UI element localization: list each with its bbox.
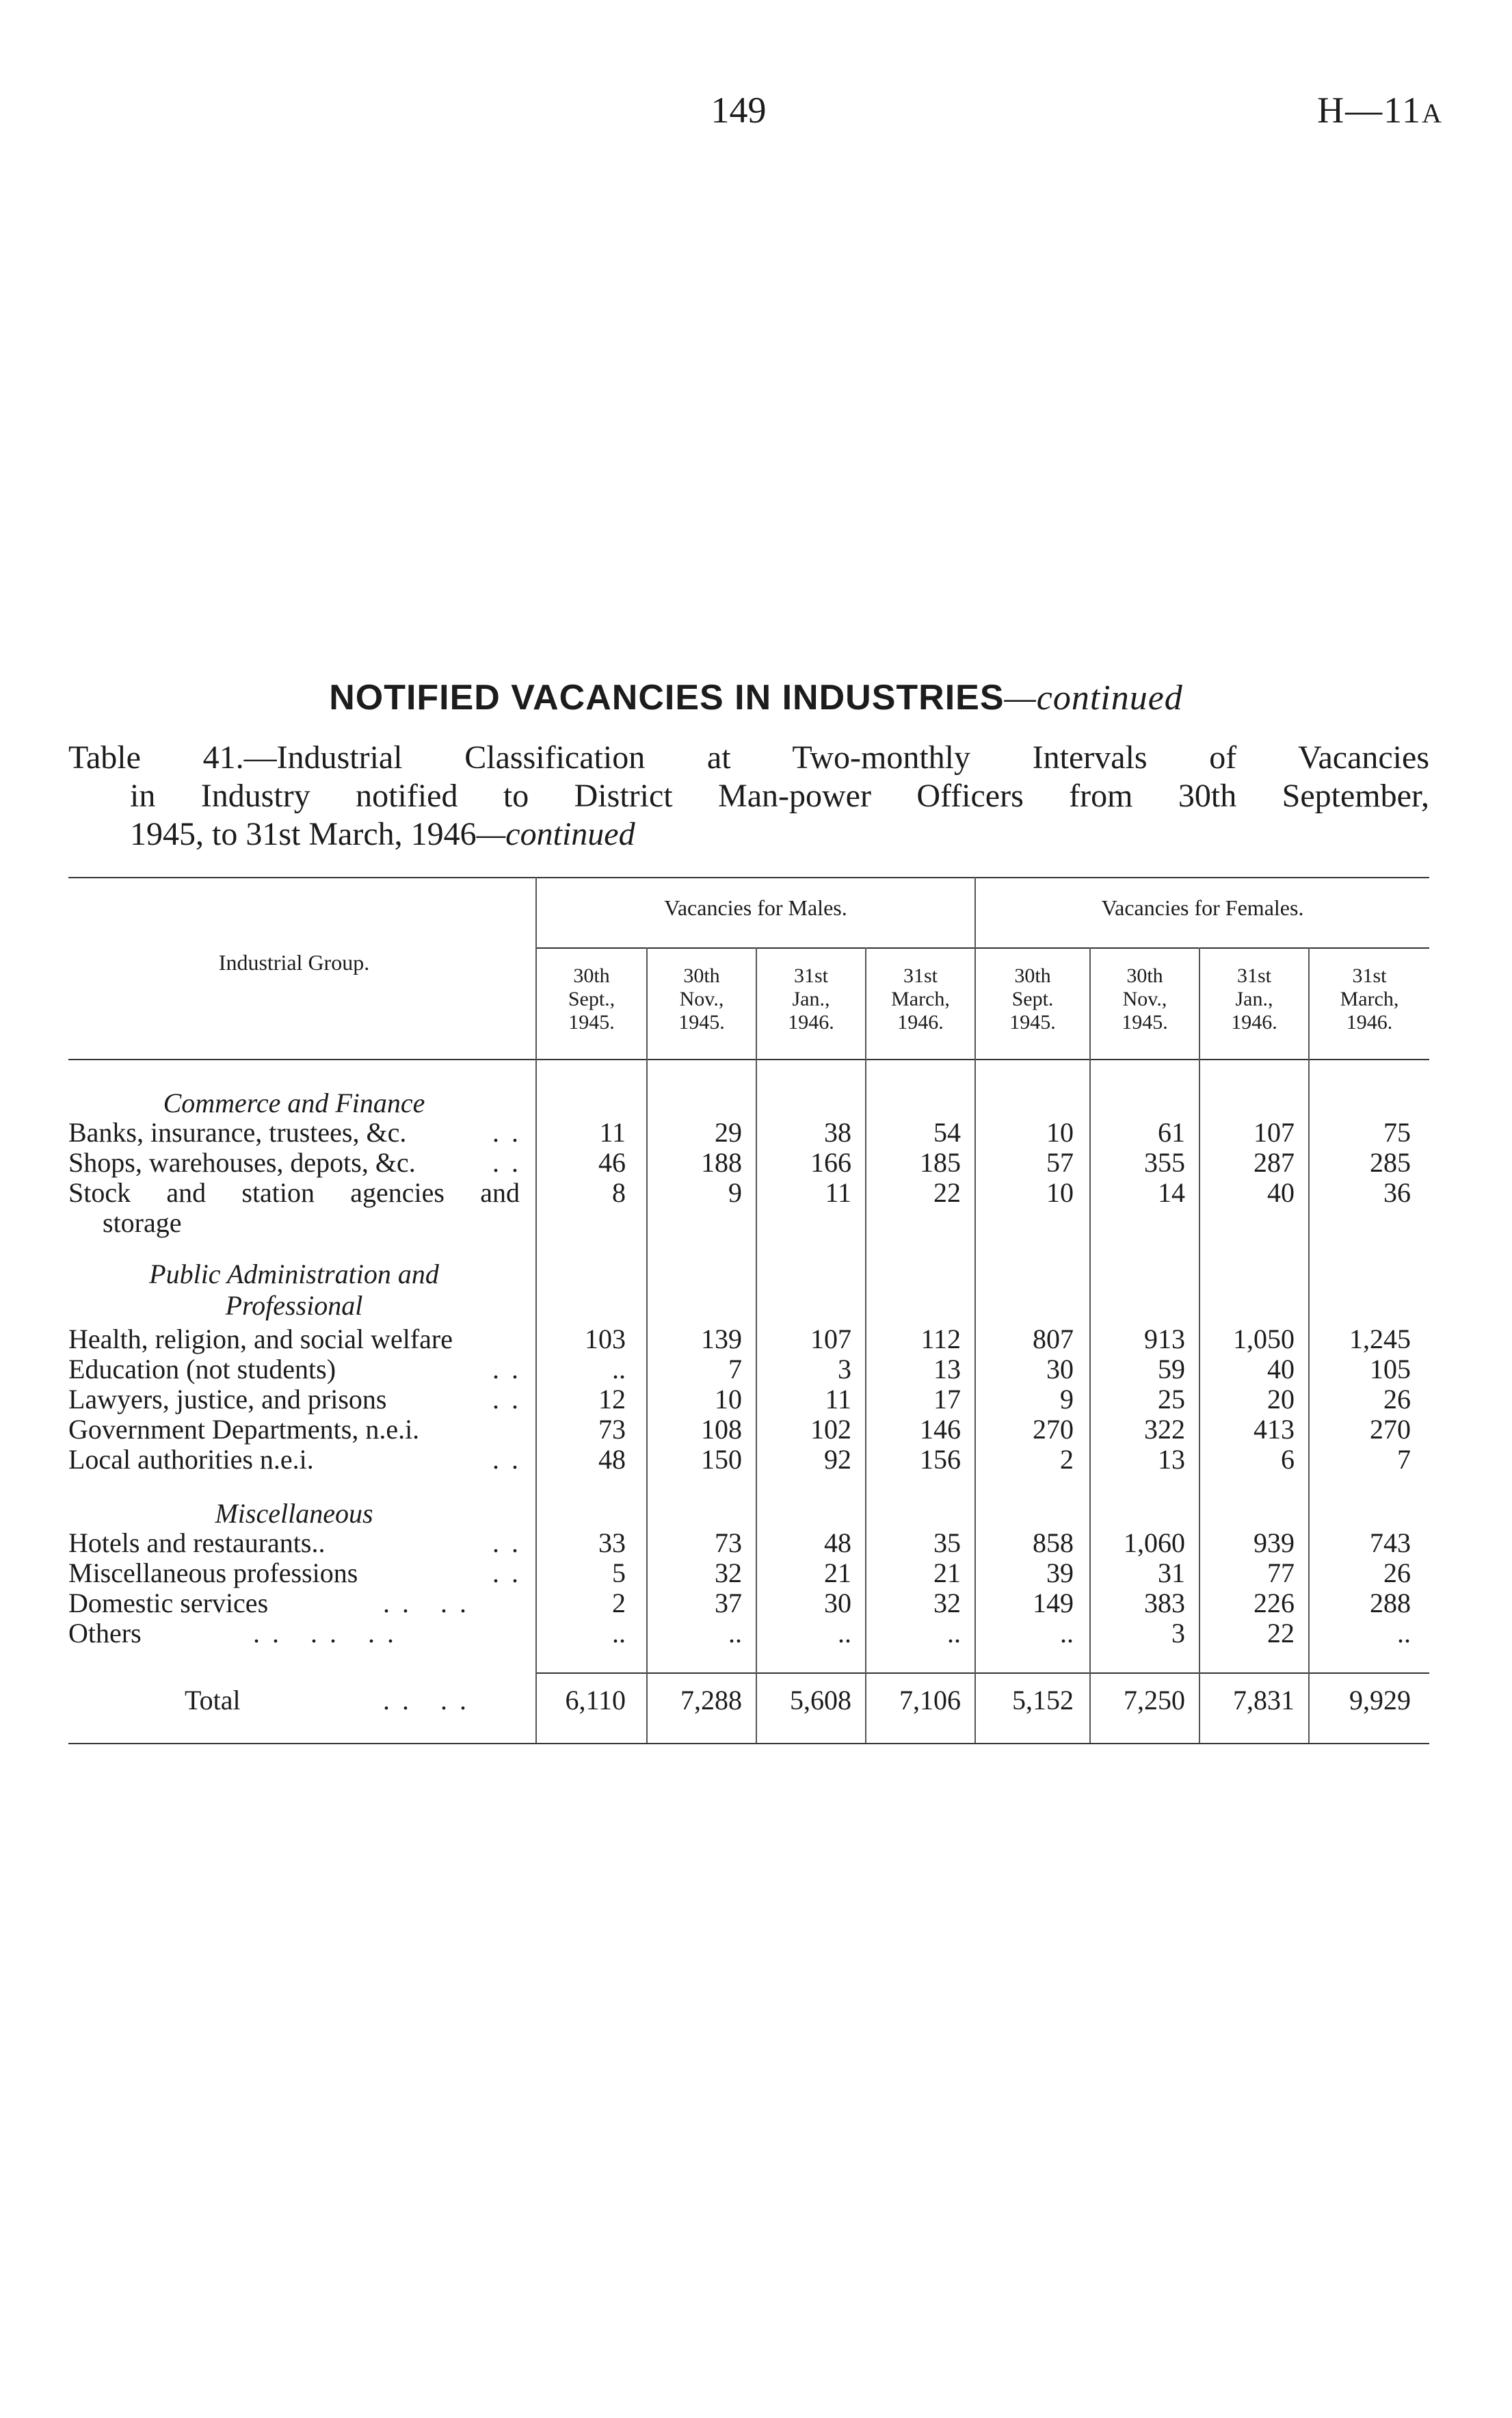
total-cell: 5,152 bbox=[1012, 1685, 1074, 1716]
table-cell: 39 bbox=[1046, 1558, 1074, 1588]
table-cell: 10 bbox=[715, 1384, 742, 1415]
period-header: 31st Jan., 1946. bbox=[1231, 964, 1277, 1034]
table-cell: 17 bbox=[933, 1384, 961, 1415]
section-heading: Public Administration and Professional bbox=[149, 1259, 439, 1321]
caption-line-2: in Industry notified to District Man-power Officers from 30th September, bbox=[130, 778, 1429, 814]
table-cell: 103 bbox=[585, 1324, 626, 1354]
total-label: Total bbox=[185, 1685, 241, 1716]
table-cell: 107 bbox=[1254, 1117, 1295, 1148]
row-label: Government Departments, n.e.i. bbox=[68, 1414, 420, 1445]
table-cell: 32 bbox=[715, 1558, 742, 1588]
table-cell: .. bbox=[612, 1354, 626, 1384]
table-cell: 150 bbox=[701, 1444, 742, 1475]
document-reference-main: H—11 bbox=[1317, 90, 1422, 131]
row-label: Others bbox=[68, 1618, 142, 1648]
table-cell: 11 bbox=[825, 1384, 851, 1415]
title-suffix: —continued bbox=[1004, 679, 1183, 718]
table-cell: 107 bbox=[810, 1324, 851, 1354]
table-cell: 139 bbox=[701, 1324, 742, 1354]
total-cell: 7,250 bbox=[1124, 1685, 1185, 1716]
table-cell: 807 bbox=[1033, 1324, 1074, 1354]
page-title bbox=[0, 677, 1512, 718]
table-cell: 2 bbox=[612, 1588, 626, 1618]
table-cell: 112 bbox=[920, 1324, 961, 1354]
table-cell: 1,060 bbox=[1124, 1527, 1185, 1558]
table-cell: 11 bbox=[599, 1117, 626, 1148]
table-cell: 57 bbox=[1046, 1147, 1074, 1178]
table-cell: 26 bbox=[1383, 1558, 1411, 1588]
caption-line-3 bbox=[68, 815, 1429, 854]
row-label: Lawyers, justice, and prisons bbox=[68, 1384, 387, 1415]
table-cell: 31 bbox=[1158, 1558, 1185, 1588]
table-cell: 9 bbox=[1060, 1384, 1074, 1415]
table-cell: 5 bbox=[612, 1558, 626, 1588]
row-label: Shops, warehouses, depots, &c. bbox=[68, 1147, 416, 1178]
row-label: Hotels and restaurants.. bbox=[68, 1527, 326, 1558]
total-cell: 5,608 bbox=[790, 1685, 851, 1716]
table-cell: 1,245 bbox=[1349, 1324, 1411, 1354]
table-bottom-rule bbox=[68, 1743, 1429, 1744]
table-cell: .. bbox=[838, 1618, 851, 1648]
section-heading: Miscellaneous bbox=[215, 1498, 373, 1529]
period-header: 30th Nov., 1945. bbox=[678, 964, 725, 1034]
table-cell: 13 bbox=[1158, 1444, 1185, 1475]
table-cell: 108 bbox=[701, 1414, 742, 1445]
table-cell: 743 bbox=[1370, 1527, 1411, 1558]
table-cell: 73 bbox=[715, 1527, 742, 1558]
table-cell: 270 bbox=[1033, 1414, 1074, 1445]
table-cell: .. bbox=[1060, 1618, 1074, 1648]
row-label: Banks, insurance, trustees, &c. bbox=[68, 1117, 407, 1148]
document-reference bbox=[1245, 89, 1443, 131]
table-cell: 6 bbox=[1281, 1444, 1295, 1475]
table-cell: 22 bbox=[933, 1177, 961, 1208]
table-cell: 35 bbox=[933, 1527, 961, 1558]
table-cell: 11 bbox=[825, 1177, 851, 1208]
table-cell: 288 bbox=[1370, 1588, 1411, 1618]
table-cell: 10 bbox=[1046, 1177, 1074, 1208]
total-cell: 7,831 bbox=[1233, 1685, 1295, 1716]
table-cell: 7 bbox=[1397, 1444, 1411, 1475]
row-label: Stock and station agencies and bbox=[68, 1177, 520, 1208]
table-cell: 40 bbox=[1267, 1354, 1295, 1384]
header-sub-rule bbox=[537, 947, 1429, 949]
table-cell: 858 bbox=[1033, 1527, 1074, 1558]
table-cell: 8 bbox=[612, 1177, 626, 1208]
table-cell: .. bbox=[1397, 1618, 1411, 1648]
table-top-rule bbox=[68, 877, 1429, 878]
table-cell: 413 bbox=[1254, 1414, 1295, 1445]
table-cell: 3 bbox=[1171, 1618, 1185, 1648]
table-cell: 54 bbox=[933, 1117, 961, 1148]
table-cell: 59 bbox=[1158, 1354, 1185, 1384]
table-cell: 36 bbox=[1383, 1177, 1411, 1208]
caption-line-3-main: 1945, to 31st March, 1946 bbox=[130, 816, 477, 852]
row-label: Miscellaneous professions bbox=[68, 1558, 358, 1588]
table-cell: 102 bbox=[810, 1414, 851, 1445]
table-cell: 188 bbox=[701, 1147, 742, 1178]
table-cell: 105 bbox=[1370, 1354, 1411, 1384]
table-cell: 383 bbox=[1144, 1588, 1185, 1618]
table-cell: 38 bbox=[824, 1117, 851, 1148]
table-cell: 22 bbox=[1267, 1618, 1295, 1648]
row-leader: .. bbox=[492, 1117, 531, 1148]
table-cell: 29 bbox=[715, 1117, 742, 1148]
table-cell: 285 bbox=[1370, 1147, 1411, 1178]
table-cell: 322 bbox=[1144, 1414, 1185, 1445]
row-label: Domestic services bbox=[68, 1588, 269, 1618]
table-cell: 9 bbox=[728, 1177, 742, 1208]
period-header: 30th Sept., 1945. bbox=[568, 964, 615, 1034]
table-cell: 75 bbox=[1383, 1117, 1411, 1148]
total-cell: 7,106 bbox=[899, 1685, 961, 1716]
row-label: Education (not students) bbox=[68, 1354, 336, 1384]
row-label-continued: storage bbox=[103, 1207, 182, 1238]
industrial-group-header: Industrial Group. bbox=[218, 950, 370, 975]
table-cell: 14 bbox=[1158, 1177, 1185, 1208]
table-cell: 32 bbox=[933, 1588, 961, 1618]
table-cell: 92 bbox=[824, 1444, 851, 1475]
row-leader: .. bbox=[492, 1527, 531, 1558]
row-leader: .. .. .. bbox=[253, 1618, 406, 1648]
row-leader: .. .. bbox=[383, 1588, 479, 1618]
table-cell: 73 bbox=[598, 1414, 626, 1445]
header-bottom-rule bbox=[68, 1059, 1429, 1060]
period-header: 31st March, 1946. bbox=[891, 964, 950, 1034]
table-cell: 149 bbox=[1033, 1588, 1074, 1618]
table-cell: 25 bbox=[1158, 1384, 1185, 1415]
table-cell: 30 bbox=[824, 1588, 851, 1618]
table-cell: 166 bbox=[810, 1147, 851, 1178]
total-cell: 7,288 bbox=[680, 1685, 742, 1716]
table-cell: 20 bbox=[1267, 1384, 1295, 1415]
table-cell: 287 bbox=[1254, 1147, 1295, 1178]
row-label: Local authorities n.e.i. bbox=[68, 1444, 314, 1475]
table-cell: 3 bbox=[838, 1354, 851, 1384]
period-header: 30th Sept. 1945. bbox=[1009, 964, 1056, 1034]
row-leader: .. bbox=[492, 1558, 531, 1588]
total-top-rule bbox=[537, 1672, 1429, 1674]
period-header: 31st March, 1946. bbox=[1340, 964, 1399, 1034]
table-cell: 226 bbox=[1254, 1588, 1295, 1618]
table-cell: 37 bbox=[715, 1588, 742, 1618]
period-header: 31st Jan., 1946. bbox=[788, 964, 834, 1034]
table-cell: 77 bbox=[1267, 1558, 1295, 1588]
table-cell: 146 bbox=[920, 1414, 961, 1445]
row-leader: .. bbox=[492, 1354, 531, 1384]
document-reference-suffix: A bbox=[1422, 98, 1443, 129]
table-cell: 156 bbox=[920, 1444, 961, 1475]
table-cell: 26 bbox=[1383, 1384, 1411, 1415]
table-cell: 48 bbox=[824, 1527, 851, 1558]
table-cell: 48 bbox=[598, 1444, 626, 1475]
females-header: Vacancies for Females. bbox=[1101, 895, 1304, 920]
total-cell: 6,110 bbox=[565, 1685, 626, 1716]
table-cell: 13 bbox=[933, 1354, 961, 1384]
caption-line-1: Table 41.—Industrial Classification at Two-monthly Intervals of Vacancies bbox=[68, 739, 1429, 776]
table-cell: 10 bbox=[1046, 1117, 1074, 1148]
table-cell: 61 bbox=[1158, 1117, 1185, 1148]
table-cell: 12 bbox=[598, 1384, 626, 1415]
table-cell: 939 bbox=[1254, 1527, 1295, 1558]
total-cell: 9,929 bbox=[1349, 1685, 1411, 1716]
title-main: NOTIFIED VACANCIES IN INDUSTRIES bbox=[329, 678, 1005, 718]
males-header: Vacancies for Males. bbox=[664, 895, 847, 920]
table-cell: 913 bbox=[1144, 1324, 1185, 1354]
table-cell: 33 bbox=[598, 1527, 626, 1558]
page-number: 149 bbox=[711, 90, 767, 131]
table-cell: 270 bbox=[1370, 1414, 1411, 1445]
row-label: Health, religion, and social welfare bbox=[68, 1324, 453, 1354]
row-leader: .. bbox=[492, 1384, 531, 1415]
row-leader: .. bbox=[492, 1444, 531, 1475]
caption-line-3-suffix: —continued bbox=[476, 816, 635, 852]
period-header: 30th Nov., 1945. bbox=[1122, 964, 1168, 1034]
table-cell: 21 bbox=[824, 1558, 851, 1588]
table-cell: .. bbox=[728, 1618, 742, 1648]
table-cell: 46 bbox=[598, 1147, 626, 1178]
table-cell: 2 bbox=[1060, 1444, 1074, 1475]
table-cell: 40 bbox=[1267, 1177, 1295, 1208]
table-cell: 30 bbox=[1046, 1354, 1074, 1384]
table-caption bbox=[68, 739, 1429, 854]
section-heading: Commerce and Finance bbox=[163, 1088, 425, 1118]
table-cell: 7 bbox=[728, 1354, 742, 1384]
table-cell: .. bbox=[947, 1618, 961, 1648]
table-cell: 1,050 bbox=[1233, 1324, 1295, 1354]
table-cell: .. bbox=[612, 1618, 626, 1648]
table-cell: 355 bbox=[1144, 1147, 1185, 1178]
table-cell: 185 bbox=[920, 1147, 961, 1178]
column-rule bbox=[1308, 947, 1310, 1743]
row-leader: .. .. bbox=[383, 1685, 479, 1716]
table-cell: 21 bbox=[933, 1558, 961, 1588]
row-leader: .. bbox=[492, 1147, 531, 1178]
